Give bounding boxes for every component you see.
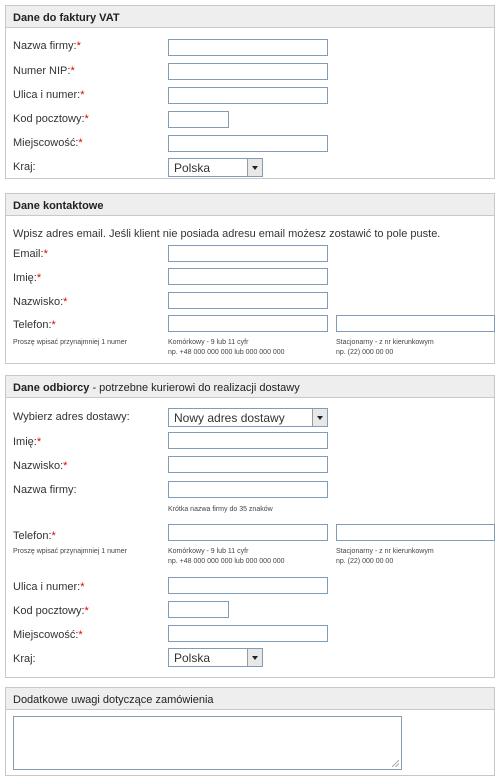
street-label: Ulica i numer:* <box>13 89 85 101</box>
contact-mobile-input[interactable] <box>168 315 328 332</box>
contact-mobile-hint-1: Komórkowy - 9 lub 11 cyfr <box>168 339 249 346</box>
street-input[interactable] <box>168 87 328 104</box>
recipient-country-label: Kraj: <box>13 653 36 665</box>
country-select-value: Polska <box>174 161 211 175</box>
contact-last-name-input[interactable] <box>168 292 328 309</box>
contact-first-name-input[interactable] <box>168 268 328 285</box>
recipient-last-name-label: Nazwisko:* <box>13 460 68 472</box>
recipient-first-name-input[interactable] <box>168 432 328 449</box>
recipient-postal-code-label: Kod pocztowy:* <box>13 605 89 617</box>
contact-first-name-label: Imię:* <box>13 272 42 284</box>
contact-landline-hint-1: Stacjonarny - z nr kierunkowym <box>336 339 434 346</box>
recipient-country-select-value: Polska <box>174 651 211 665</box>
recipient-mobile-hint-2: np. +48 000 000 000 lub 000 000 000 <box>168 558 285 565</box>
resize-grip-icon[interactable] <box>392 760 399 767</box>
contact-mobile-hint-2: np. +48 000 000 000 lub 000 000 000 <box>168 349 285 356</box>
recipient-first-name-label: Imię:* <box>13 436 42 448</box>
city-label: Miejscowość:* <box>13 137 83 149</box>
country-label: Kraj: <box>13 161 36 173</box>
recipient-company-label: Nazwa firmy: <box>13 484 77 496</box>
contact-last-name-label: Nazwisko:* <box>13 296 68 308</box>
recipient-landline-hint-2: np. (22) 000 00 00 <box>336 558 394 565</box>
recipient-country-select[interactable] <box>168 648 263 667</box>
nip-label: Numer NIP:* <box>13 65 75 77</box>
chevron-down-icon <box>247 159 262 176</box>
delivery-address-label: Wybierz adres dostawy: <box>13 411 130 423</box>
city-input[interactable] <box>168 135 328 152</box>
email-input[interactable] <box>168 245 328 262</box>
recipient-company-input[interactable] <box>168 481 328 498</box>
recipient-city-label: Miejscowość:* <box>13 629 83 641</box>
recipient-phone-label: Telefon:* <box>13 530 56 542</box>
recipient-section-header: Dane odbiorcy - potrzebne kurierowi do realizacji dostawy <box>6 376 494 398</box>
recipient-city-input[interactable] <box>168 625 328 642</box>
recipient-landline-hint-1: Stacjonarny - z nr kierunkowym <box>336 548 434 555</box>
contact-phone-label: Telefon:* <box>13 319 56 331</box>
recipient-mobile-input[interactable] <box>168 524 328 541</box>
recipient-phone-note: Proszę wpisać przynajmniej 1 numer <box>13 548 127 555</box>
delivery-address-select-value: Nowy adres dostawy <box>174 411 285 425</box>
recipient-last-name-input[interactable] <box>168 456 328 473</box>
delivery-address-select[interactable] <box>168 408 328 427</box>
chevron-down-icon <box>312 409 327 426</box>
company-name-input[interactable] <box>168 39 328 56</box>
recipient-mobile-hint-1: Komórkowy - 9 lub 11 cyfr <box>168 548 249 555</box>
vat-section-header: Dane do faktury VAT <box>6 6 494 28</box>
contact-landline-hint-2: np. (22) 000 00 00 <box>336 349 394 356</box>
contact-phone-note: Proszę wpisać przynajmniej 1 numer <box>13 339 127 346</box>
postal-code-input[interactable] <box>168 111 229 128</box>
recipient-landline-input[interactable] <box>336 524 495 541</box>
contact-intro-text: Wpisz adres email. Jeśli klient nie posiada adresu email możesz zostawić to pole puste. <box>13 228 441 240</box>
notes-section-header: Dodatkowe uwagi dotyczące zamówienia <box>6 688 494 710</box>
contact-landline-input[interactable] <box>336 315 495 332</box>
email-label: Email:* <box>13 248 48 260</box>
notes-textarea[interactable] <box>13 716 402 770</box>
nip-input[interactable] <box>168 63 328 80</box>
country-select[interactable] <box>168 158 263 177</box>
company-name-label: Nazwa firmy:* <box>13 40 81 52</box>
contact-section-header: Dane kontaktowe <box>6 194 494 216</box>
recipient-street-input[interactable] <box>168 577 328 594</box>
postal-code-label: Kod pocztowy:* <box>13 113 89 125</box>
recipient-postal-code-input[interactable] <box>168 601 229 618</box>
chevron-down-icon <box>247 649 262 666</box>
recipient-street-label: Ulica i numer:* <box>13 581 85 593</box>
recipient-company-hint: Krótka nazwa firmy do 35 znaków <box>168 506 273 513</box>
